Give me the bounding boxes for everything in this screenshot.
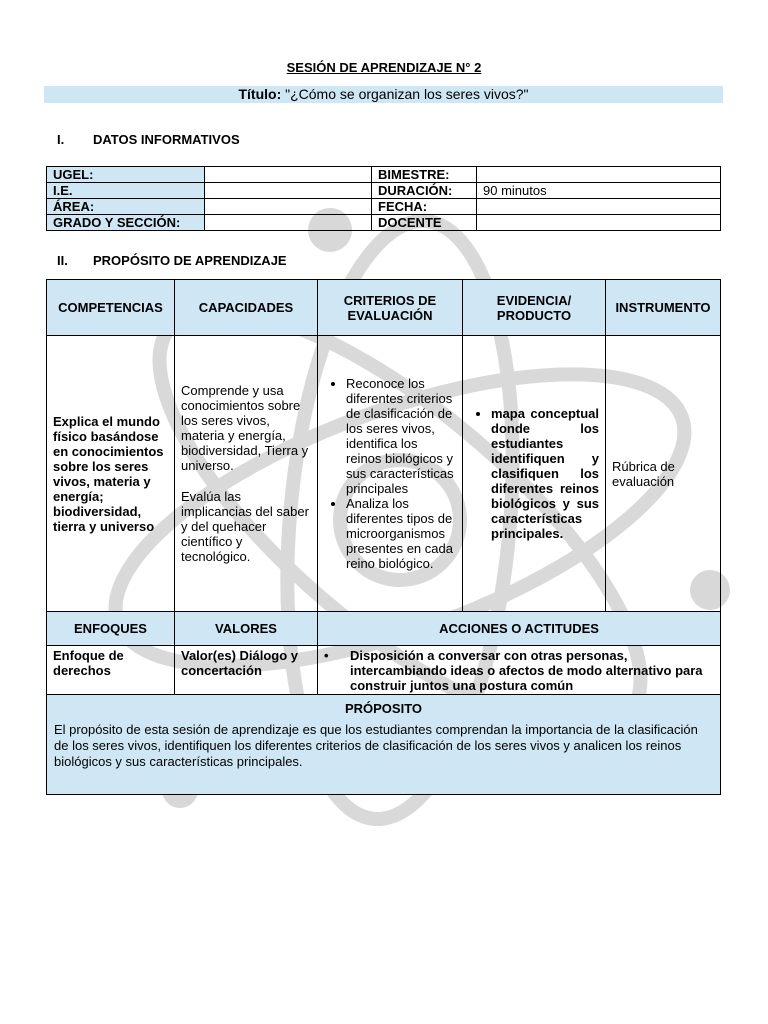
bimestre-label: BIMESTRE: bbox=[372, 167, 477, 183]
capacidad-2: Evalúa las implicancias del saber y del quehacer científico y tecnológico. bbox=[181, 489, 309, 564]
duracion-value: 90 minutos bbox=[477, 183, 721, 199]
section1-label: DATOS INFORMATIVOS bbox=[93, 132, 240, 147]
capacidad-1: Comprende y usa conocimientos sobre los seres vivos, materia y energía, biodiversidad, Tierra y universo. bbox=[181, 383, 309, 473]
accion-cell bbox=[318, 646, 721, 695]
titulo-value: "¿Cómo se organizan los seres vivos?" bbox=[285, 86, 529, 102]
header-acciones: ACCIONES O ACTITUDES bbox=[318, 612, 721, 646]
bimestre-value bbox=[477, 167, 721, 183]
section2-label: PROPÓSITO DE APRENDIZAJE bbox=[93, 253, 287, 268]
ugel-label: UGEL: bbox=[47, 167, 205, 183]
enfoque-cell: Enfoque de derechos bbox=[47, 646, 175, 695]
capacidades-cell bbox=[175, 336, 318, 612]
titulo-label: Título: bbox=[238, 86, 282, 102]
fecha-label: FECHA: bbox=[372, 199, 477, 215]
section2-number: II. bbox=[57, 253, 68, 268]
evidencia-list bbox=[465, 406, 599, 541]
instrumento-cell: Rúbrica de evaluación bbox=[606, 336, 721, 612]
header-evidencia: EVIDENCIA/ PRODUCTO bbox=[463, 280, 606, 336]
evidencia-cell bbox=[463, 336, 606, 612]
ie-label: I.E. bbox=[47, 183, 205, 199]
header-valores: VALORES bbox=[175, 612, 318, 646]
valor-cell: Valor(es) Diálogo y concertación bbox=[175, 646, 318, 695]
section-proposito bbox=[57, 253, 287, 268]
docente-label: DOCENTE bbox=[372, 215, 477, 231]
competencia-cell: Explica el mundo físico basándose en conocimientos sobre los seres vivos, materia y energía; biodiversidad, tierra y universo bbox=[47, 336, 175, 612]
criterio-2: • Analiza los diferentes tipos de microorganismos presentes en cada reino biológico. bbox=[346, 496, 456, 571]
proposito-header: PRÓPOSITO bbox=[344, 701, 423, 716]
fecha-value bbox=[477, 199, 721, 215]
evidencia-item: • mapa conceptual donde los estudiantes identifiquen y clasifiquen los diferentes reinos biológicos y sus características principales. bbox=[491, 406, 599, 541]
header-competencias: COMPETENCIAS bbox=[47, 280, 175, 336]
header-enfoques: ENFOQUES bbox=[47, 612, 175, 646]
grado-label: GRADO Y SECCIÓN: bbox=[47, 215, 205, 231]
docente-value bbox=[477, 215, 721, 231]
duracion-label: DURACIÓN: bbox=[372, 183, 477, 199]
ugel-value bbox=[205, 167, 372, 183]
header-criterios: CRITERIOS DE EVALUACIÓN bbox=[318, 280, 463, 336]
purpose-table bbox=[46, 279, 721, 795]
ie-value bbox=[205, 183, 372, 199]
accion-item bbox=[320, 648, 714, 693]
grado-value bbox=[205, 215, 372, 231]
area-label: ÁREA: bbox=[47, 199, 205, 215]
criterios-cell bbox=[318, 336, 463, 612]
title-bar bbox=[44, 86, 723, 103]
header-capacidades: CAPACIDADES bbox=[175, 280, 318, 336]
section1-number: I. bbox=[57, 132, 65, 147]
info-table bbox=[46, 166, 721, 231]
criterio-1: • Reconoce los diferentes criterios de clasificación de los seres vivos, identifica los reinos biológicos y sus características principales bbox=[346, 376, 456, 496]
accion-text: Disposición a conversar con otras personas, intercambiando ideas o afectos de modo alternativo para construir juntos una postura común bbox=[350, 648, 703, 693]
criterios-list bbox=[320, 376, 456, 571]
area-value bbox=[205, 199, 372, 215]
section-datos-informativos bbox=[57, 132, 240, 147]
bullet-icon: • bbox=[324, 648, 329, 663]
session-title: SESIÓN DE APRENDIZAJE N° 2 bbox=[286, 60, 482, 75]
proposito-cell bbox=[47, 695, 721, 795]
proposito-text: El propósito de esta sesión de aprendizaje es que los estudiantes comprendan la importancia de la clasificación de los seres vivos, identifiquen los diferentes criterios de clasificación de los seres vivos y analicen los reinos biológicos y sus características principales. bbox=[54, 722, 698, 769]
header-instrumento: INSTRUMENTO bbox=[606, 280, 721, 336]
